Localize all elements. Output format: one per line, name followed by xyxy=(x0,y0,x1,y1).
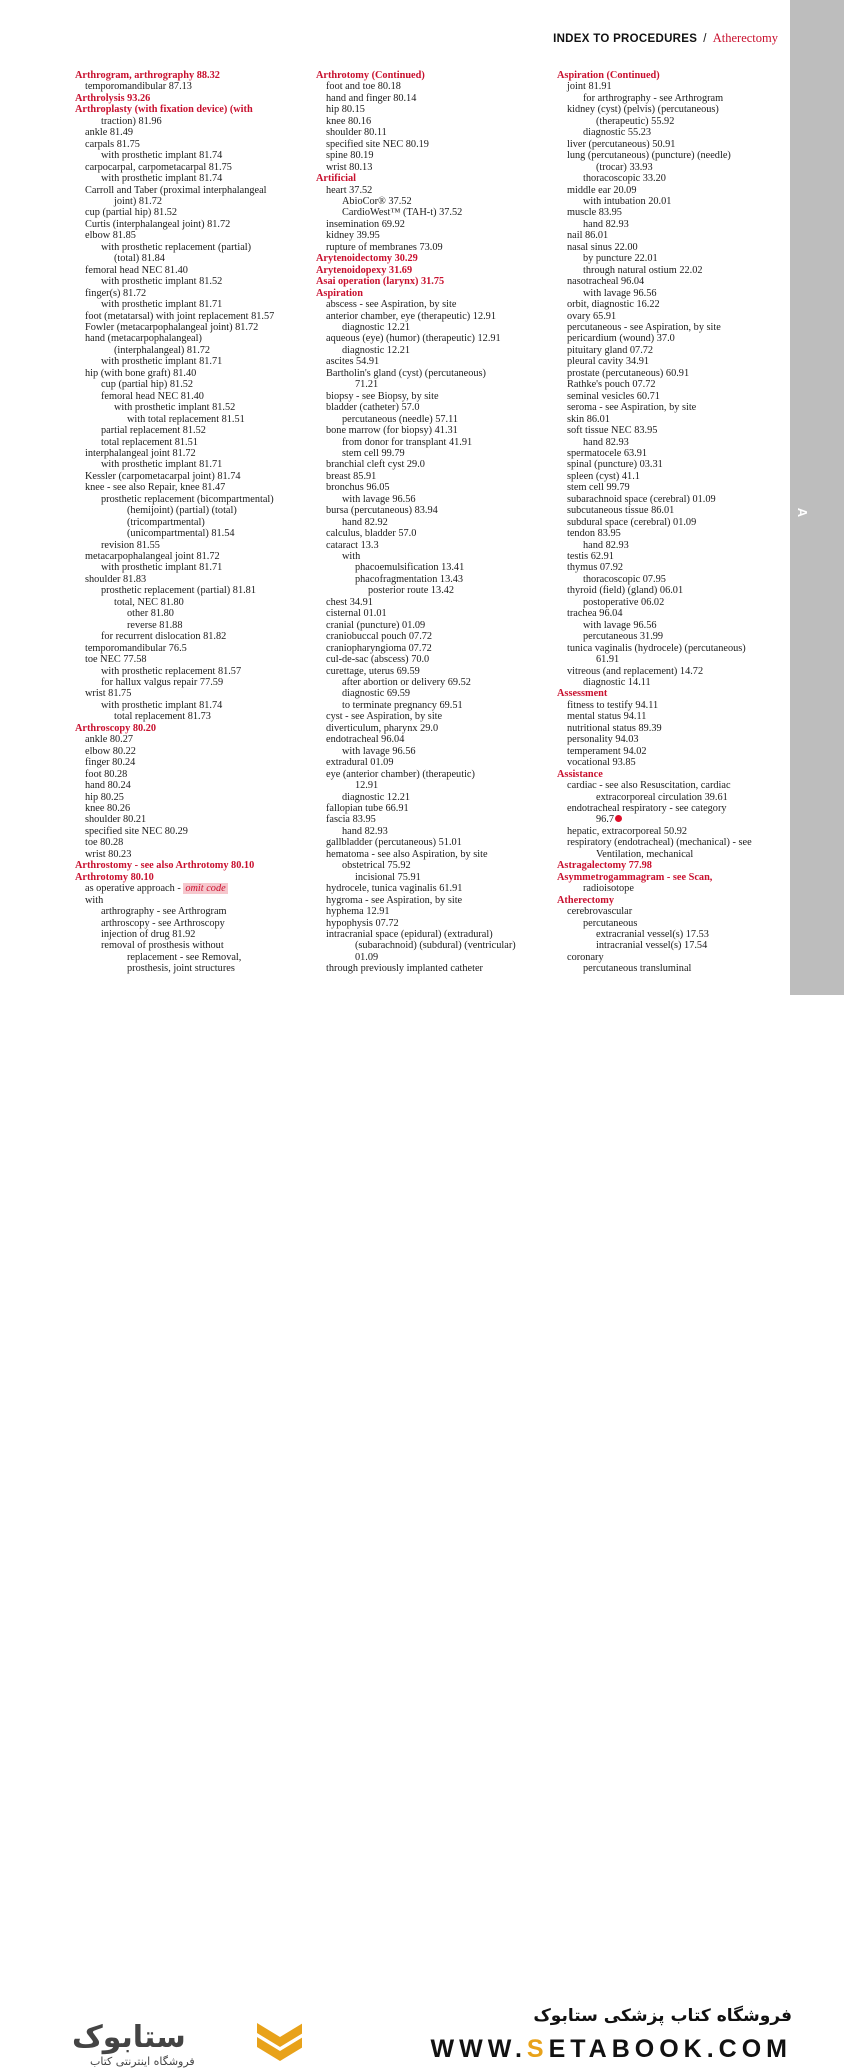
index-subentry: wrist 81.75 xyxy=(85,688,132,700)
index-subentry: stem cell 99.79 xyxy=(567,482,630,494)
index-subentry: skin 86.01 xyxy=(567,413,610,425)
index-subentry: intracranial space (epidural) (extradural) xyxy=(326,928,493,940)
index-subentry: cataract 13.3 xyxy=(326,539,379,551)
index-subentry: thymus 07.92 xyxy=(567,562,624,574)
index-subentry: spinal (puncture) 03.31 xyxy=(567,459,663,471)
index-main-entry: Arytenoidectomy 30.29 xyxy=(316,253,418,265)
index-subentry: endotracheal 96.04 xyxy=(326,734,405,746)
index-subentry: hip 80.15 xyxy=(326,104,365,116)
index-subentry: with prosthetic replacement 81.57 xyxy=(101,665,242,677)
index-subentry: foot and toe 80.18 xyxy=(326,81,401,93)
index-subentry: specified site NEC 80.29 xyxy=(85,825,188,837)
index-subentry: prosthetic replacement (bicompartmental) xyxy=(101,493,274,505)
index-main-entry: Asai operation (larynx) 31.75 xyxy=(316,276,445,288)
index-subentry: radioisotope xyxy=(583,883,634,895)
index-subentry: vocational 93.85 xyxy=(567,757,636,769)
index-subentry: Kessler (carpometacarpal joint) 81.74 xyxy=(85,470,241,482)
index-main-entry: Arthrotomy (Continued) xyxy=(316,70,425,81)
index-subentry: cardiac - see also Resuscitation, cardiac xyxy=(567,780,731,792)
index-subentry: with lavage 96.56 xyxy=(583,287,657,299)
index-main-entry: Atherectomy xyxy=(557,894,614,906)
index-subentry: (therapeutic) 55.92 xyxy=(596,115,675,127)
index-subentry: traction) 81.96 xyxy=(101,115,162,127)
index-subentry: partial replacement 81.52 xyxy=(101,425,206,437)
index-subentry: kidney 39.95 xyxy=(326,230,380,242)
new-code-bullet-icon xyxy=(615,815,622,822)
index-subentry: thoracoscopic 33.20 xyxy=(583,173,666,185)
index-subentry: femoral head NEC 81.40 xyxy=(101,390,204,402)
index-subentry: abscess - see Aspiration, by site xyxy=(326,299,457,311)
index-subentry: with prosthetic implant 81.52 xyxy=(101,276,223,288)
index-subentry: bladder (catheter) 57.0 xyxy=(326,402,420,414)
index-subentry: temperament 94.02 xyxy=(567,745,647,757)
index-subentry: specified site NEC 80.19 xyxy=(326,138,429,150)
index-subentry: biopsy - see Biopsy, by site xyxy=(326,390,439,402)
index-subentry: diagnostic 12.21 xyxy=(342,791,411,803)
index-subentry: hematoma - see also Aspiration, by site xyxy=(326,848,488,860)
footer-banner xyxy=(0,995,844,2068)
index-subentry: arthrography - see Arthrogram xyxy=(101,906,227,918)
index-subentry: extracranial vessel(s) 17.53 xyxy=(596,928,709,940)
shop-url[interactable]: WWW.SETABOOK.COM xyxy=(430,2035,792,2063)
index-subentry: ankle 81.49 xyxy=(85,127,134,139)
index-subentry: total replacement 81.73 xyxy=(114,711,211,723)
index-subentry: percutaneous 31.99 xyxy=(583,631,664,643)
index-subentry: tunica vaginalis (hydrocele) (percutaneous) xyxy=(567,642,746,654)
index-subentry: hyphema 12.91 xyxy=(326,906,390,918)
index-subentry: (subarachnoid) (subdural) (ventricular) xyxy=(355,940,516,952)
shop-name: فروشگاه کتاب پزشکی ستابوک xyxy=(533,2006,792,2026)
index-subentry: for recurrent dislocation 81.82 xyxy=(101,631,227,643)
index-subentry: percutaneous xyxy=(583,917,638,929)
index-subentry: craniobuccal pouch 07.72 xyxy=(326,631,433,643)
index-subentry: hand 82.93 xyxy=(342,825,388,837)
index-subentry: personality 94.03 xyxy=(567,734,639,746)
index-main-entry: Assistance xyxy=(557,768,603,780)
index-subentry: muscle 83.95 xyxy=(567,207,622,219)
header-entry-range: Atherectomy xyxy=(712,31,778,45)
index-subentry: nail 86.01 xyxy=(567,230,609,242)
index-subentry: mental status 94.11 xyxy=(567,711,647,723)
index-subentry: endotracheal respiratory - see category xyxy=(567,803,727,814)
index-subentry: chest 34.91 xyxy=(326,596,373,608)
index-subentry: phacofragmentation 13.43 xyxy=(355,573,464,585)
index-subentry: obstetrical 75.92 xyxy=(342,860,411,872)
index-subentry: with intubation 20.01 xyxy=(583,195,672,207)
index-subentry: with lavage 96.56 xyxy=(342,493,416,505)
index-subentry: cisternal 01.01 xyxy=(326,608,387,620)
index-subentry: foot 80.28 xyxy=(85,768,128,780)
index-subentry: vitreous (and replacement) 14.72 xyxy=(567,665,704,677)
index-subentry: with prosthetic implant 81.74 xyxy=(101,173,223,185)
index-subentry: orbit, diagnostic 16.22 xyxy=(567,299,660,311)
index-subentry: cerebrovascular xyxy=(567,906,633,918)
setabook-logo xyxy=(72,2013,302,2069)
index-subentry: by puncture 22.01 xyxy=(583,253,658,265)
index-subentry: (total) 81.84 xyxy=(114,253,165,265)
index-subentry: fitness to testify 94.11 xyxy=(567,699,659,711)
index-main-entry: Assessment xyxy=(557,688,608,700)
index-subentry: with xyxy=(85,894,104,906)
index-subentry: testis 62.91 xyxy=(567,551,614,563)
index-subentry: Ventilation, mechanical xyxy=(596,848,694,860)
index-subentry: kidney (cyst) (pelvis) (percutaneous) xyxy=(567,104,719,116)
index-subentry: toe 80.28 xyxy=(85,837,124,849)
omit-code-highlight: omit code xyxy=(185,883,226,895)
index-subentry: with lavage 96.56 xyxy=(342,745,416,757)
index-subentry: 61.91 xyxy=(596,654,620,666)
index-subentry: pericardium (wound) 37.0 xyxy=(567,333,675,345)
index-subentry: other 81.80 xyxy=(127,608,174,620)
index-subentry: femoral head NEC 81.40 xyxy=(85,264,188,276)
index-subentry: joint) 81.72 xyxy=(114,195,163,207)
index-main-entry: Arthrostomy - see also Arthrotomy 80.10 xyxy=(75,860,255,872)
index-subentry: pituitary gland 07.72 xyxy=(567,344,654,356)
index-subentry: pleural cavity 34.91 xyxy=(567,356,650,368)
index-main-entry: Arthroscopy 80.20 xyxy=(75,722,157,734)
index-subentry: to terminate pregnancy 69.51 xyxy=(342,699,463,711)
index-subentry: fascia 83.95 xyxy=(326,814,376,826)
index-subentry: diagnostic 12.21 xyxy=(342,344,411,356)
index-subentry: (tricompartmental) xyxy=(127,516,205,528)
index-main-entry: Arthrolysis 93.26 xyxy=(75,92,151,104)
header-section-title: INDEX TO PROCEDURES xyxy=(553,33,698,45)
index-subentry: prostate (percutaneous) 60.91 xyxy=(567,367,690,379)
index-subentry: hand 82.93 xyxy=(583,436,629,448)
index-subentry: seroma - see Aspiration, by site xyxy=(567,402,697,414)
index-subentry: aqueous (eye) (humor) (therapeutic) 12.91 xyxy=(326,333,501,345)
index-subentry: cup (partial hip) 81.52 xyxy=(85,207,178,219)
index-subentry: liver (percutaneous) 50.91 xyxy=(567,138,676,150)
index-subentry: calculus, bladder 57.0 xyxy=(326,528,417,540)
index-subentry: as operative approach - omit code xyxy=(85,883,226,895)
index-subentry: Carroll and Taber (proximal interphalangeal xyxy=(85,184,267,196)
index-subentry: hand 82.93 xyxy=(583,218,629,230)
index-subentry: thyroid (field) (gland) 06.01 xyxy=(567,585,684,597)
index-subentry: carpals 81.75 xyxy=(85,138,140,150)
index-subentry: (unicompartmental) 81.54 xyxy=(127,528,235,540)
index-subentry: prosthesis, joint structures xyxy=(127,963,235,975)
index-main-entry: Arthroplasty (with fixation device) (with xyxy=(75,104,253,116)
index-subentry: with prosthetic replacement (partial) xyxy=(101,241,252,253)
index-subentry: reverse 81.88 xyxy=(127,619,183,631)
index-subentry: respiratory (endotracheal) (mechanical) - see xyxy=(567,837,752,849)
index-subentry: elbow 81.85 xyxy=(85,230,136,242)
index-subentry: posterior route 13.42 xyxy=(368,585,455,597)
index-subentry: temporomandibular 87.13 xyxy=(85,81,192,93)
index-subentry: replacement - see Removal, xyxy=(127,951,242,963)
index-subentry: seminal vesicles 60.71 xyxy=(567,390,660,402)
index-subentry: incisional 75.91 xyxy=(355,871,421,883)
index-subentry: diverticulum, pharynx 29.0 xyxy=(326,722,439,734)
index-subentry: stem cell 99.79 xyxy=(342,447,405,459)
index-subentry: ankle 80.27 xyxy=(85,734,134,746)
index-subentry: wrist 80.23 xyxy=(85,848,132,860)
index-subentry: breast 85.91 xyxy=(326,470,377,482)
index-subentry: fallopian tube 66.91 xyxy=(326,803,409,814)
index-subentry: extradural 01.09 xyxy=(326,757,394,769)
index-subentry: cranial (puncture) 01.09 xyxy=(326,619,426,631)
index-subentry: hand (metacarpophalangeal) xyxy=(85,333,202,345)
index-subentry: total replacement 81.51 xyxy=(101,436,198,448)
index-subentry: with prosthetic implant 81.74 xyxy=(101,150,223,162)
index-subentry: spermatocele 63.91 xyxy=(567,447,648,459)
index-subentry: through previously implanted catheter xyxy=(326,963,483,975)
index-subentry: ascites 54.91 xyxy=(326,356,380,368)
index-main-entry: Astragalectomy 77.98 xyxy=(557,860,652,872)
index-subentry: total, NEC 81.80 xyxy=(114,596,184,608)
index-subentry: gallbladder (percutaneous) 51.01 xyxy=(326,837,462,849)
index-subentry: revision 81.55 xyxy=(101,539,160,551)
index-subentry: (hemijoint) (partial) (total) xyxy=(127,505,237,517)
index-main-entry: Arthrogram, arthrography 88.32 xyxy=(75,70,220,81)
index-subentry: finger(s) 81.72 xyxy=(85,287,147,299)
index-subentry: bursa (percutaneous) 83.94 xyxy=(326,505,438,517)
index-subentry: cyst - see Aspiration, by site xyxy=(326,711,443,723)
index-subentry: craniopharyngioma 07.72 xyxy=(326,642,432,654)
index-subentry: temporomandibular 76.5 xyxy=(85,642,187,654)
index-subentry: hand 82.93 xyxy=(583,539,629,551)
index-subentry: insemination 69.92 xyxy=(326,218,405,230)
index-column-2 xyxy=(316,70,542,975)
index-subentry: with prosthetic implant 81.71 xyxy=(101,459,223,471)
index-subentry: percutaneous transluminal xyxy=(583,963,692,975)
index-subentry: hygroma - see Aspiration, by site xyxy=(326,894,463,906)
index-subentry: eye (anterior chamber) (therapeutic) xyxy=(326,768,475,780)
index-subentry: with xyxy=(342,551,361,563)
index-subentry: tendon 83.95 xyxy=(567,528,621,540)
index-subentry: thoracoscopic 07.95 xyxy=(583,573,666,585)
index-subentry: hand 82.92 xyxy=(342,516,388,528)
index-subentry: shoulder 80.11 xyxy=(326,127,387,139)
index-subentry: rupture of membranes 73.09 xyxy=(326,241,443,253)
index-subentry: arthroscopy - see Arthroscopy xyxy=(101,917,225,929)
index-subentry: (trocar) 33.93 xyxy=(596,161,653,173)
index-subentry: extracorporeal circulation 39.61 xyxy=(596,791,728,803)
index-subentry: hypophysis 07.72 xyxy=(326,917,399,929)
index-subentry: percutaneous (needle) 57.11 xyxy=(342,413,458,425)
index-subentry: hand 80.24 xyxy=(85,780,131,792)
index-subentry: cup (partial hip) 81.52 xyxy=(101,379,194,391)
index-subentry: knee 80.26 xyxy=(85,803,131,814)
index-subentry: with prosthetic implant 81.71 xyxy=(101,562,223,574)
logo-chevron-mark xyxy=(257,2023,302,2061)
index-subentry: wrist 80.13 xyxy=(326,161,373,173)
index-subentry: diagnostic 69.59 xyxy=(342,688,411,700)
index-subentry: hepatic, extracorporeal 50.92 xyxy=(567,825,688,837)
index-subentry: with prosthetic implant 81.71 xyxy=(101,356,223,368)
index-subentry: foot (metatarsal) with joint replacement 81.57 xyxy=(85,310,275,322)
index-subentry: diagnostic 55.23 xyxy=(583,127,652,139)
index-subentry: knee 80.16 xyxy=(326,115,372,127)
index-subentry: branchial cleft cyst 29.0 xyxy=(326,459,425,471)
index-main-entry: Arytenoidopexy 31.69 xyxy=(316,264,413,276)
index-column-3 xyxy=(557,70,783,975)
index-subentry: knee - see also Repair, knee 81.47 xyxy=(85,482,226,494)
index-subentry: through natural ostium 22.02 xyxy=(583,264,703,276)
index-subentry: coronary xyxy=(567,951,604,963)
index-subentry: (interphalangeal) 81.72 xyxy=(114,344,211,356)
index-subentry: curettage, uterus 69.59 xyxy=(326,665,420,677)
index-subentry: with prosthetic implant 81.71 xyxy=(101,299,223,311)
index-subentry: soft tissue NEC 83.95 xyxy=(567,425,658,437)
index-subentry: from donor for transplant 41.91 xyxy=(342,436,473,448)
index-subentry: postoperative 06.02 xyxy=(583,596,665,608)
index-subentry: interphalangeal joint 81.72 xyxy=(85,447,196,459)
index-subentry: for arthrography - see Arthrogram xyxy=(583,92,724,104)
index-subentry: metacarpophalangeal joint 81.72 xyxy=(85,551,220,563)
index-subentry: with total replacement 81.51 xyxy=(127,413,245,425)
index-main-entry: Arthrotomy 80.10 xyxy=(75,871,154,883)
index-subentry: heart 37.52 xyxy=(326,184,373,196)
index-subentry: prosthetic replacement (partial) 81.81 xyxy=(101,585,256,597)
index-subentry: carpocarpal, carpometacarpal 81.75 xyxy=(85,161,232,173)
index-subentry: shoulder 81.83 xyxy=(85,573,147,585)
index-subentry: with lavage 96.56 xyxy=(583,619,657,631)
index-subentry: removal of prosthesis without xyxy=(101,940,224,952)
index-subentry: Bartholin's gland (cyst) (percutaneous) xyxy=(326,367,486,379)
index-subentry: finger 80.24 xyxy=(85,757,136,769)
index-subentry: bronchus 96.05 xyxy=(326,482,390,494)
index-subentry: percutaneous - see Aspiration, by site xyxy=(567,321,721,333)
index-subentry: subarachnoid space (cerebral) 01.09 xyxy=(567,493,716,505)
index-subentry: Rathke's pouch 07.72 xyxy=(567,379,656,391)
index-subentry: 71.21 xyxy=(355,379,379,391)
index-subentry: joint 81.91 xyxy=(567,81,612,93)
header-separator: / xyxy=(703,33,707,45)
index-subentry: with prosthetic implant 81.52 xyxy=(114,402,236,414)
index-subentry: AbioCor® 37.52 xyxy=(342,195,412,207)
logo-wordmark: ستابوک xyxy=(72,2020,186,2055)
index-subentry: injection of drug 81.92 xyxy=(101,928,196,940)
index-subentry: elbow 80.22 xyxy=(85,745,136,757)
index-subentry: 01.09 xyxy=(355,951,379,963)
index-subentry: trachea 96.04 xyxy=(567,608,623,620)
index-subentry: after abortion or delivery 69.52 xyxy=(342,677,471,689)
index-subentry: for hallux valgus repair 77.59 xyxy=(101,677,224,689)
index-subentry: phacoemulsification 13.41 xyxy=(355,562,465,574)
index-subentry: Curtis (interphalangeal joint) 81.72 xyxy=(85,218,231,230)
index-subentry: anterior chamber, eye (therapeutic) 12.91 xyxy=(326,310,496,322)
index-main-entry: Artificial xyxy=(316,173,357,185)
index-subentry: bone marrow (for biopsy) 41.31 xyxy=(326,425,458,437)
index-subentry: spleen (cyst) 41.1 xyxy=(567,470,640,482)
index-subentry: 96.7 xyxy=(557,814,783,825)
index-main-entry: Aspiration (Continued) xyxy=(557,70,660,81)
index-main-entry: Aspiration xyxy=(316,287,363,299)
index-subentry: intracranial vessel(s) 17.54 xyxy=(596,940,708,952)
index-subentry: hip 80.25 xyxy=(85,791,124,803)
index-subentry: middle ear 20.09 xyxy=(567,184,637,196)
index-subentry: CardioWest™ (TAH-t) 37.52 xyxy=(342,207,463,219)
index-subentry: shoulder 80.21 xyxy=(85,814,147,826)
logo-subtitle: فروشگاه اینترنتی کتاب xyxy=(90,2055,195,2068)
index-subentry: nutritional status 89.39 xyxy=(567,722,662,734)
running-header xyxy=(553,31,778,46)
index-column-1 xyxy=(75,70,301,975)
index-subentry: diagnostic 14.11 xyxy=(583,677,651,689)
index-subentry: toe NEC 77.58 xyxy=(85,654,147,666)
index-subentry: ovary 65.91 xyxy=(567,310,617,322)
index-subentry: diagnostic 12.21 xyxy=(342,321,411,333)
index-main-entry: Asymmetrogammagram - see Scan, xyxy=(557,871,713,883)
index-subentry: Fowler (metacarpophalangeal joint) 81.72 xyxy=(85,321,259,333)
index-subentry: nasal sinus 22.00 xyxy=(567,241,638,253)
index-subentry: lung (percutaneous) (puncture) (needle) xyxy=(567,150,731,162)
thumb-index-letter: A xyxy=(795,507,811,518)
index-subentry: spine 80.19 xyxy=(326,150,374,162)
index-subentry: subcutaneous tissue 86.01 xyxy=(567,505,675,517)
thumb-index-tab xyxy=(790,0,844,995)
index-subentry: cul-de-sac (abscess) 70.0 xyxy=(326,654,430,666)
index-subentry: nasotracheal 96.04 xyxy=(567,276,645,288)
index-subentry: subdural space (cerebral) 01.09 xyxy=(567,516,697,528)
index-subentry: 12.91 xyxy=(355,780,379,792)
index-subentry: hip (with bone graft) 81.40 xyxy=(85,367,197,379)
index-subentry: hand and finger 80.14 xyxy=(326,92,417,104)
index-subentry: with prosthetic implant 81.74 xyxy=(101,699,223,711)
index-subentry: hydrocele, tunica vaginalis 61.91 xyxy=(326,883,463,895)
